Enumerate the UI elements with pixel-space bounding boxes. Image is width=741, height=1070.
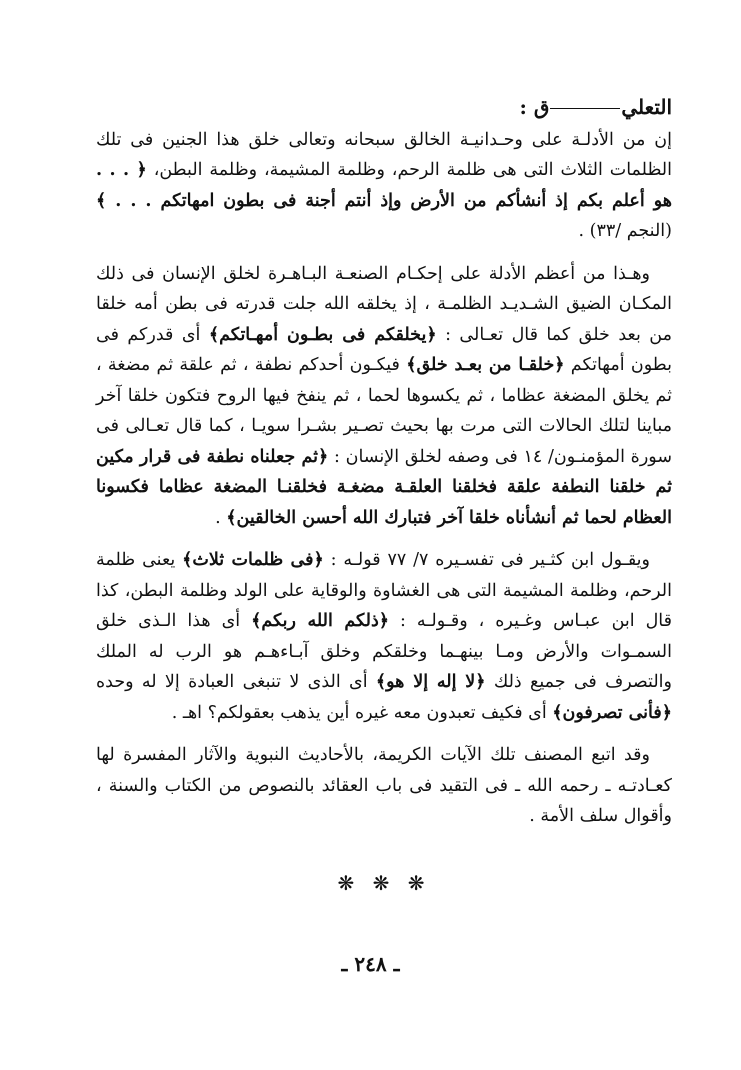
quran-quote: ﴿يخلقكم فى بطـون أمهـاتكم﴾: [208, 324, 437, 345]
quran-quote: ﴿خلقـا من بعـد خلق﴾: [406, 355, 565, 375]
body-text: ويقـول ابن كثـير فى تفسـيره ٧/ ٧٧ قولـه :: [323, 550, 650, 570]
body-text: وهـذا من أعظم الأدلة على إحكـام الصنعـة البـاهـرة لخلق الإنسان فى ذلك المكـان الضيق الشـديـد الظلمـة ، إذ يخلقه الله جلت قدرته فى بطن أمه خلقا من بعد خلق كما قال تعـالى :: [96, 263, 672, 345]
heading-text-end: ق :: [519, 95, 550, 119]
body-text: فيكـون أحدكم نطفة ، ثم علقة ثم مضغة ، ثم يخلق المضغة عظاما ، ثم يكسوها لحما ، ثم ينفخ فيها الروح فتكون خلقا آخر مباينا لتلك الحالات التى مرت بها بحيث تصـير بشـرا سويـا ، كما قال تعـالى فى سورة المؤمنـون/ ١٤ فى وصفه لخلق الإنسان :: [96, 355, 672, 467]
quran-quote: ﴿ . . . هو أعلم بكم إذ أنشأكم من الأرض وإذ أنتم أجنة فى بطون امهاتكم . . . ﴾: [96, 160, 672, 211]
body-text: إن من الأدلـة على وحـدانيـة الخالق سبحانه وتعالى خلق هذا الجنين فى تلك الظلمات الثلاث التى هى ظلمة الرحم، وظلمة المشيمة، وظلمة البطن،: [96, 129, 672, 180]
page-body: [96, 92, 672, 898]
page-number: ـ ٢٤٨ ـ: [341, 952, 400, 976]
paragraph-1: [96, 125, 672, 247]
quran-quote: ﴿فأنى تصرفون﴾: [552, 702, 672, 723]
body-text: يعنى ظلمة الرحم، وظلمة المشيمة التى هى الغشاوة والوقاية على الولد وظلمة البطن، كذا قال ابن عبـاس وغـيره ، وقـولـه :: [96, 550, 673, 631]
paragraph-3: [96, 545, 672, 728]
paragraph-4: [96, 740, 672, 832]
quran-quote: ﴿ذلكم الله ربكم﴾: [251, 611, 390, 631]
quran-quote: ﴿لا إله إلا هو﴾: [375, 672, 486, 692]
body-text: أى الذى لا تنبغى العبادة إلا له وحده: [96, 672, 376, 692]
paragraph-2: [96, 259, 672, 534]
quran-quote: ﴿ثم جعلناه نطفة فى قرار مكين ثم خلقنا النطفة علقة فخلقنا العلقـة مضغـة فخلقنـا المضغة عظاما فكسونا العظام لحما ثم أنشأناه خلقا آخر فتبارك الله أحسن الخالقين﴾: [96, 446, 672, 528]
section-separator: ❋ ❋ ❋: [337, 870, 431, 895]
body-text: أى هذا الـذى خلق السمـوات والأرض ومـا بينهـما وخلقكم وخلق آبـاءهـم هو الرب له الملك والتصرف فى جميع ذلك: [96, 611, 672, 692]
heading-text-start: التعلي: [621, 95, 672, 119]
body-text: أى فكيف تعبدون معه غيره أين يذهب بعقولكم؟ اهـ .: [171, 702, 553, 723]
body-text: .: [215, 507, 227, 528]
section-heading: [96, 92, 672, 123]
heading-kashida-rule: [550, 108, 620, 109]
body-text: أى قدركم فى بطون أمهاتكم: [96, 324, 672, 375]
body-text: وقد اتبع المصنف تلك الآيات الكريمة، بالأحاديث النبوية والآثار المفسرة لها كعـادتـه ـ رحمه الله ـ فى التقيد فى باب العقائد بالنصوص من الكتاب والسنة ، وأقوال سلف الأمة .: [96, 745, 672, 826]
body-text: (النجم /٣٣) .: [578, 221, 672, 241]
quran-quote: ﴿فى ظلمات ثلاث﴾: [182, 550, 324, 570]
